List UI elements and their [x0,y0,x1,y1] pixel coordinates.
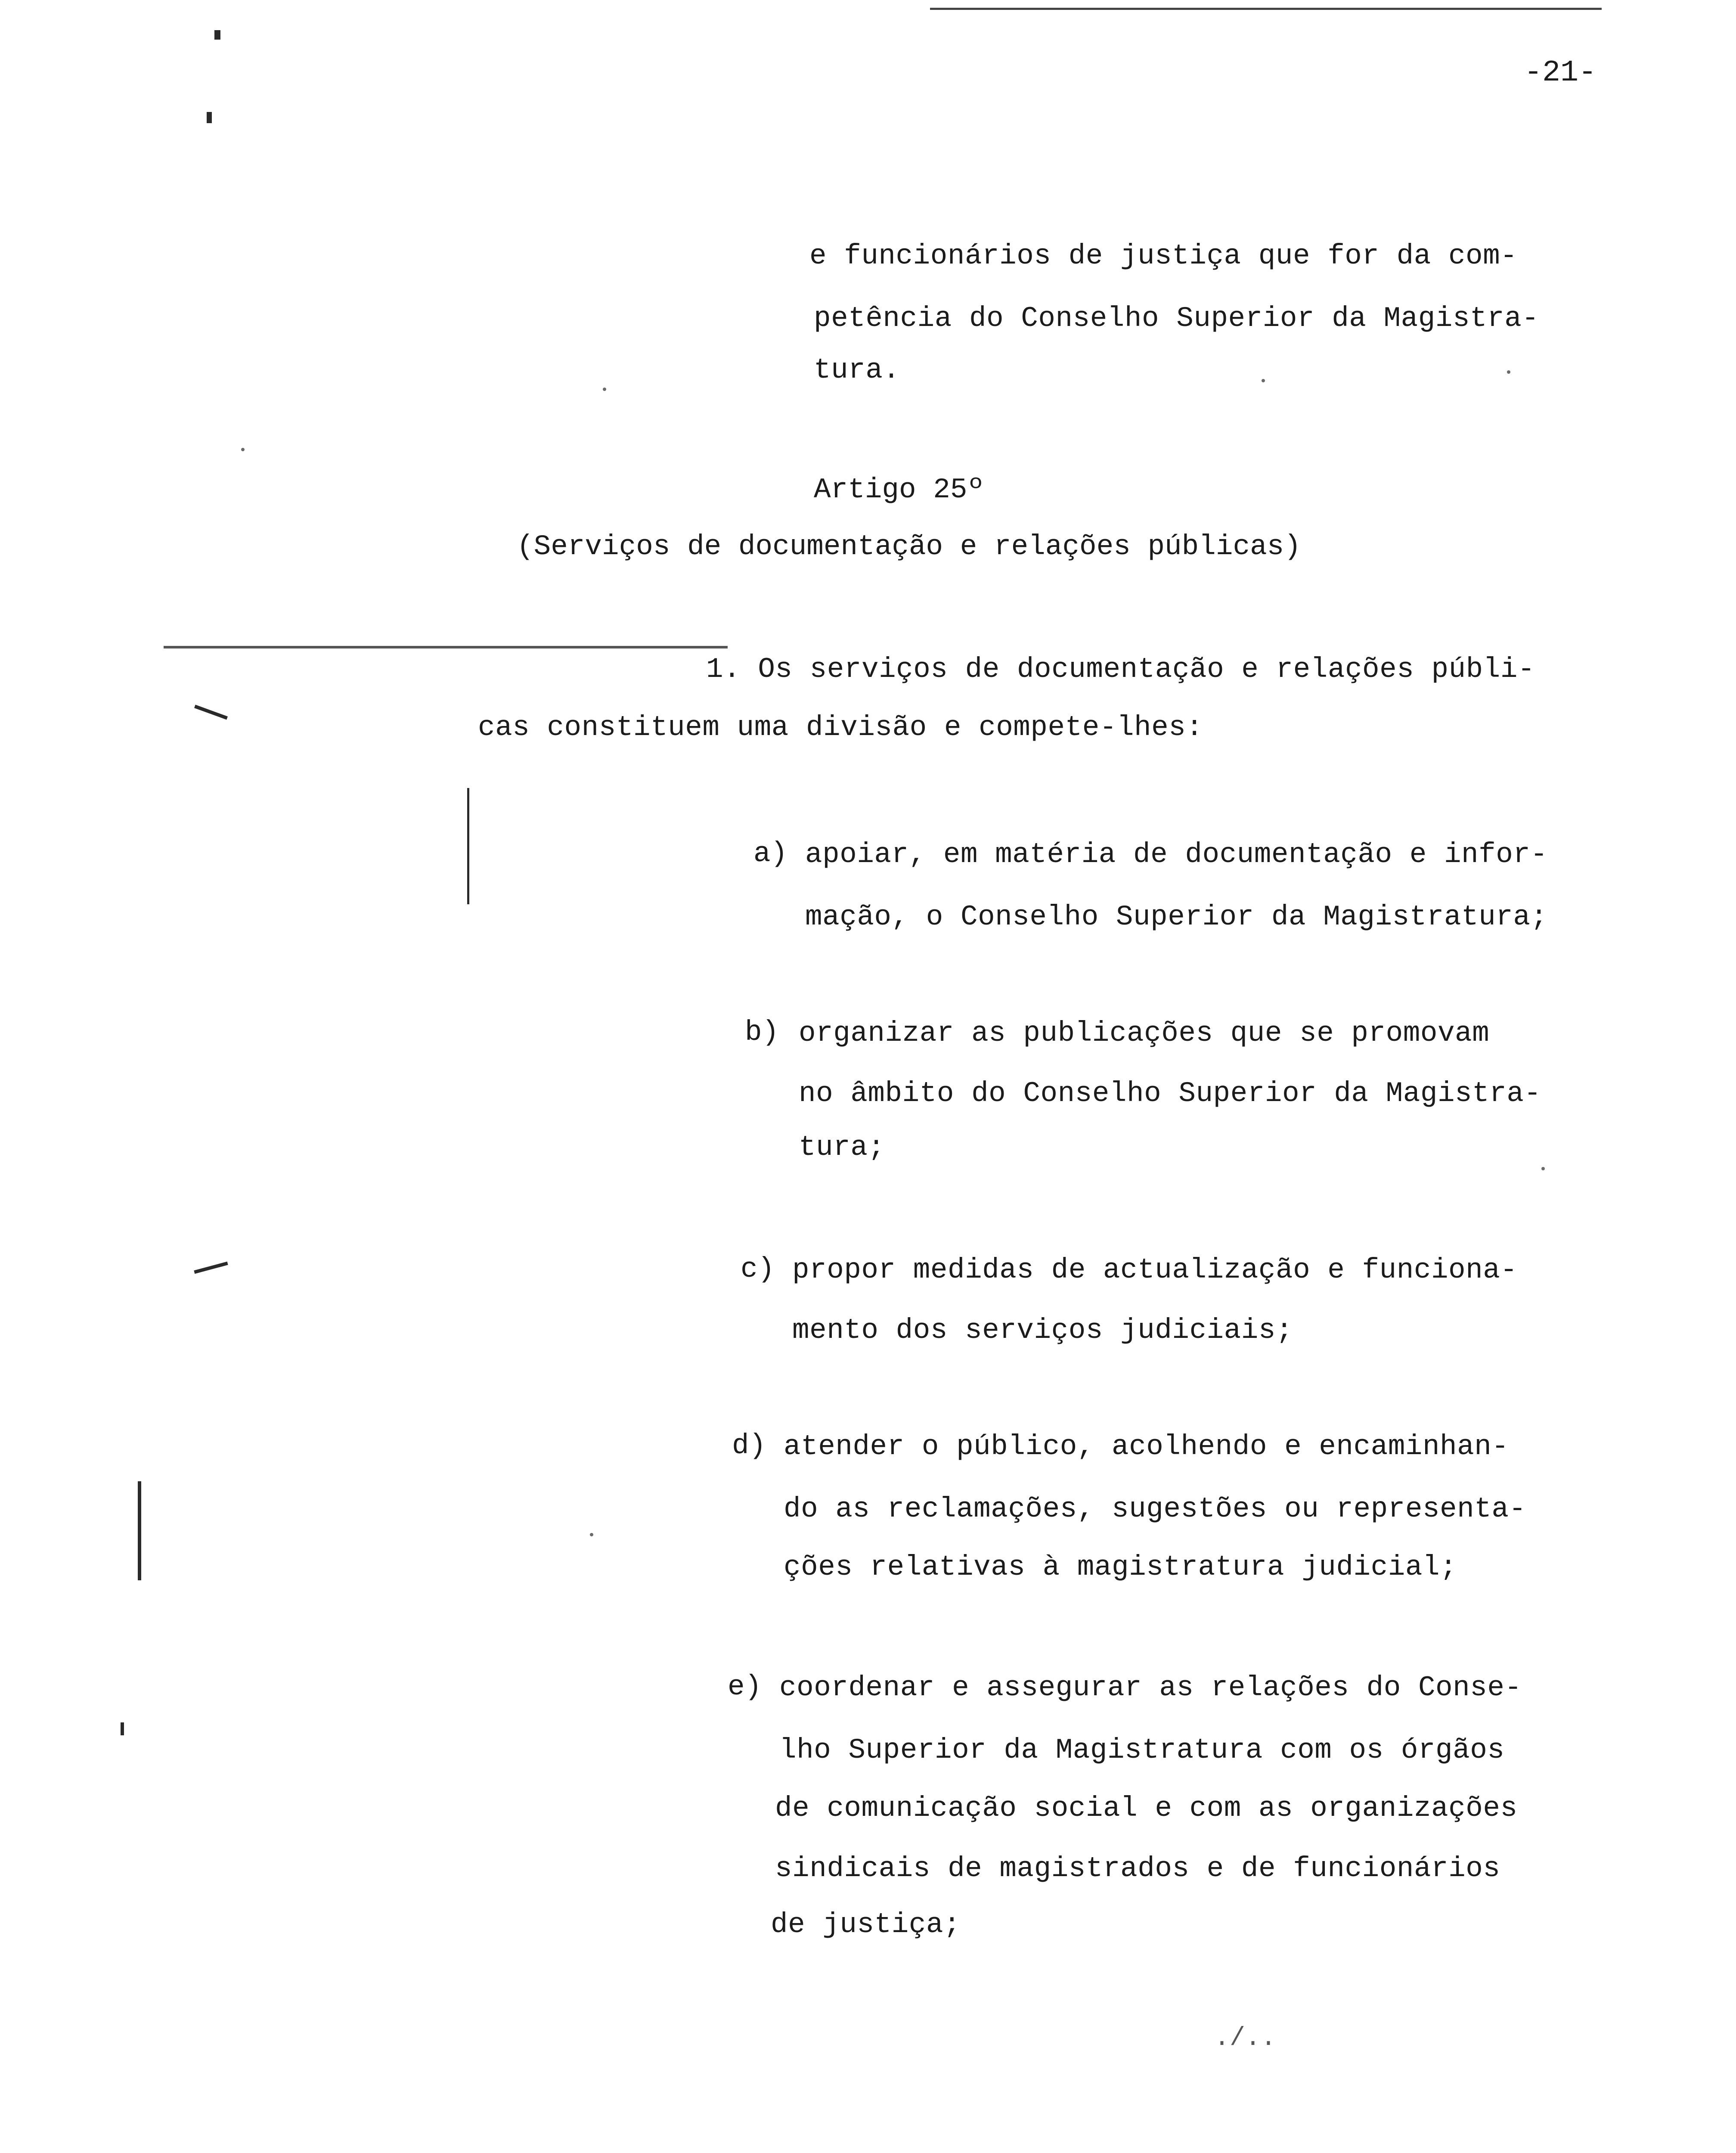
scan-mark [138,1481,141,1580]
item-d-line: atender o público, acolhendo e encaminhan- [784,1430,1509,1463]
item-b-line: no âmbito do Conselho Superior da Magistra- [799,1077,1541,1110]
scan-top-rule [930,8,1602,10]
continuation-line: petência do Conselho Superior da Magistra- [814,302,1539,335]
item-e-line: de justiça; [771,1908,961,1941]
paragraph-line: cas constituem uma divisão e compete-lhes: [478,711,1203,744]
item-b-line: organizar as publicações que se promovam [799,1017,1490,1049]
item-b-line: tura; [799,1131,885,1163]
article-subtitle: (Serviços de documentação e relações públicas) [517,530,1301,563]
item-d-line: do as reclamações, sugestões ou representa- [784,1493,1526,1525]
scan-speck [241,448,245,451]
page-number: -21- [1524,56,1597,90]
article-title: Artigo 25º [814,474,985,506]
scan-speck [1507,370,1510,374]
item-letter-b: b) [745,1016,779,1049]
scan-mark [121,1722,124,1735]
item-letter-a: a) [753,838,788,870]
scan-mark [207,112,212,123]
scan-mark [467,788,469,904]
continuation-line: tura. [814,354,900,386]
scan-mark [194,705,228,720]
item-letter-d: d) [732,1430,766,1462]
scan-dashed-line [164,646,728,648]
item-letter-c: c) [741,1253,775,1285]
continuation-mark: ./.. [1214,2024,1277,2053]
item-d-line: ções relativas à magistratura judicial; [784,1551,1457,1583]
scan-speck [1262,379,1265,382]
item-a-line: mação, o Conselho Superior da Magistratura; [805,901,1548,933]
item-c-line: mento dos serviços judiciais; [792,1314,1293,1346]
paragraph-line: 1. Os serviços de documentação e relações públi- [706,653,1535,686]
scan-mark [214,30,220,40]
scan-speck [1541,1167,1545,1170]
scan-mark [194,1262,228,1274]
item-e-line: lho Superior da Magistratura com os órgãos [779,1734,1505,1766]
continuation-line: e funcionários de justiça que for da com- [809,240,1518,272]
item-c-line: propor medidas de actualização e funciona- [792,1254,1518,1286]
scan-speck [590,1533,593,1536]
item-e-line: de comunicação social e com as organizações [775,1792,1518,1824]
scan-speck [603,388,606,391]
item-letter-e: e) [728,1671,762,1703]
item-e-line: sindicais de magistrados e de funcionários [775,1852,1500,1885]
item-a-line: apoiar, em matéria de documentação e infor- [805,838,1548,871]
item-e-line: coordenar e assegurar as relações do Conse- [779,1672,1522,1704]
